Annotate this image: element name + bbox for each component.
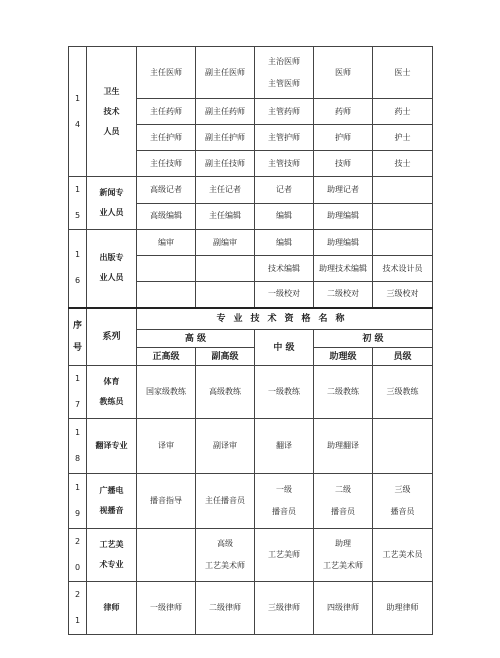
table-cell: 助理编辑: [314, 230, 373, 256]
table-cell: 药师: [314, 99, 373, 125]
cell-line: 工艺美术师: [323, 561, 363, 570]
series-name: [87, 474, 137, 529]
seq-number: [69, 230, 87, 308]
series-name-line: 律师: [103, 603, 120, 612]
table-cell: 副主任医师: [196, 47, 255, 99]
series-name: [87, 419, 137, 474]
table-cell: [255, 47, 314, 99]
cell-line: 播音员: [390, 507, 415, 516]
col-header: 员级: [373, 348, 433, 366]
series-name-line: 教练员: [99, 397, 124, 406]
series-name: [87, 529, 137, 582]
table-cell: [196, 282, 255, 308]
series-name-line: 人员: [103, 126, 120, 136]
table-cell: 翻译: [255, 419, 314, 474]
mid-header: 中 级: [255, 330, 314, 366]
series-name: [87, 177, 137, 230]
seq-number-line: 1: [74, 483, 81, 492]
table-cell: 技术设计员: [373, 256, 433, 282]
table-cell: [373, 419, 433, 474]
table-cell: [196, 256, 255, 282]
seq-number-line: 1: [74, 616, 81, 625]
table-cell: 三级教练: [373, 366, 433, 419]
seq-number-line: 8: [74, 454, 81, 463]
seq-header: 序 号: [69, 308, 87, 366]
col-header: 助理级: [314, 348, 373, 366]
cell-line: 高级: [217, 539, 233, 548]
seq-number: [69, 582, 87, 635]
table-cell: 主管技师: [255, 151, 314, 177]
seq-number-line: 1: [74, 93, 81, 103]
cell-line: 三级: [394, 485, 411, 494]
table-cell: 药士: [373, 99, 433, 125]
table-cell: [373, 474, 433, 529]
cell-line: 播音员: [331, 507, 355, 516]
seq-number-line: 6: [74, 276, 81, 286]
table-cell: [314, 529, 373, 582]
table-cell: 副主任护师: [196, 125, 255, 151]
table-cell: 工艺美师: [255, 529, 314, 582]
table-cell: [137, 529, 196, 582]
series-name: [87, 582, 137, 635]
seq-number-line: 5: [74, 211, 81, 220]
table-cell: [373, 230, 433, 256]
table-cell: 主任记者: [196, 177, 255, 204]
seq-number-line: 7: [74, 400, 81, 409]
series-name-line: 业人员: [99, 208, 124, 217]
table-cell: 护士: [373, 125, 433, 151]
table-cell: 播音指导: [137, 474, 196, 529]
seq-number: [69, 366, 87, 419]
table-cell: 技士: [373, 151, 433, 177]
table-cell: 主任技师: [137, 151, 196, 177]
cell-line: 一级: [276, 485, 292, 494]
series-name-line: 视播音: [99, 506, 124, 515]
col-header: 副高级: [196, 348, 255, 366]
seq-number-line: 1: [74, 374, 81, 383]
series-header: 系列: [87, 308, 137, 366]
table-cell: 医师: [314, 47, 373, 99]
table-cell: 高级教练: [196, 366, 255, 419]
series-name-line: 体育: [103, 377, 120, 386]
seq-number-line: 9: [74, 509, 81, 518]
series-name-line: 业人员: [99, 273, 124, 283]
table-cell: 副译审: [196, 419, 255, 474]
seq-number-line: 2: [74, 590, 81, 599]
series-name-line: 卫生: [103, 86, 120, 96]
series-name: [87, 47, 137, 177]
table-cell: 编辑: [255, 203, 314, 230]
seq-number: [69, 529, 87, 582]
table-cell: 一级教练: [255, 366, 314, 419]
seq-number: [69, 177, 87, 230]
seq-number: [69, 47, 87, 177]
table-cell: 四级律师: [314, 582, 373, 635]
series-name-line: 出版专: [99, 253, 124, 263]
table-cell: [196, 529, 255, 582]
table-cell: 二级教练: [314, 366, 373, 419]
seq-number-line: 4: [74, 119, 81, 129]
table-cell: [137, 256, 196, 282]
table-cell: [255, 474, 314, 529]
cell-line: 主治医师: [268, 56, 300, 66]
series-name-line: 广播电: [99, 486, 124, 495]
seq-number: [69, 419, 87, 474]
table-title: 专业技术资格名称: [137, 308, 433, 330]
seq-number-line: 1: [74, 428, 81, 437]
table-cell: 工艺美术员: [373, 529, 433, 582]
cell-line: 工艺美术师: [205, 561, 245, 570]
table-cell: 高级记者: [137, 177, 196, 204]
table-cell: 主任药师: [137, 99, 196, 125]
series-name-line: 新闻专: [99, 188, 124, 197]
table-cell: 副编审: [196, 230, 255, 256]
table-cell: [314, 474, 373, 529]
table-cell: [373, 203, 433, 230]
senior-header: 高 级: [137, 330, 255, 348]
table-cell: 一级律师: [137, 582, 196, 635]
table-cell: [373, 177, 433, 204]
col-header: 正高级: [137, 348, 196, 366]
table-cell: 副主任技师: [196, 151, 255, 177]
table-cell: 助理翻译: [314, 419, 373, 474]
series-name: [87, 230, 137, 308]
seq-number: [69, 474, 87, 529]
cell-line: 助理: [335, 539, 351, 548]
table-cell: 二级律师: [196, 582, 255, 635]
seq-number-line: 2: [74, 537, 81, 546]
table-cell: 记者: [255, 177, 314, 204]
table-cell: 主管护师: [255, 125, 314, 151]
cell-line: 二级: [335, 485, 351, 494]
table-cell: 二级校对: [314, 282, 373, 308]
table-cell: 护师: [314, 125, 373, 151]
cell-line: 主管医师: [268, 78, 300, 88]
table-cell: 编审: [137, 230, 196, 256]
series-name-line: 技术: [103, 106, 120, 116]
table-cell: 技术编辑: [255, 256, 314, 282]
series-name-line: 术专业: [99, 560, 124, 569]
table-cell: 译审: [137, 419, 196, 474]
series-name-line: 工艺美: [99, 540, 124, 549]
table-cell: [137, 282, 196, 308]
table-cell: 技师: [314, 151, 373, 177]
junior-header: 初 级: [314, 330, 433, 348]
table-cell: 高级编辑: [137, 203, 196, 230]
seq-number-line: 1: [74, 185, 81, 194]
table-cell: 助理技术编辑: [314, 256, 373, 282]
table-cell: 副主任药师: [196, 99, 255, 125]
table-cell: 一级校对: [255, 282, 314, 308]
table-cell: 三级校对: [373, 282, 433, 308]
table-cell: 编辑: [255, 230, 314, 256]
seq-number-line: 1: [74, 250, 81, 260]
cell-line: 播音员: [272, 507, 296, 516]
series-name: [87, 366, 137, 419]
table-cell: 主任编辑: [196, 203, 255, 230]
table-cell: 主管药师: [255, 99, 314, 125]
table-cell: 助理编辑: [314, 203, 373, 230]
series-name-line: 翻译专业: [95, 441, 128, 450]
table-cell: 主任播音员: [196, 474, 255, 529]
table-cell: 助理记者: [314, 177, 373, 204]
table-cell: 医士: [373, 47, 433, 99]
table-cell: 三级律师: [255, 582, 314, 635]
table-cell: 助理律师: [373, 582, 433, 635]
table-cell: 国家级教练: [137, 366, 196, 419]
seq-number-line: 0: [74, 563, 81, 572]
table-cell: 主任护师: [137, 125, 196, 151]
qualification-table: [68, 46, 433, 635]
table-cell: 主任医师: [137, 47, 196, 99]
